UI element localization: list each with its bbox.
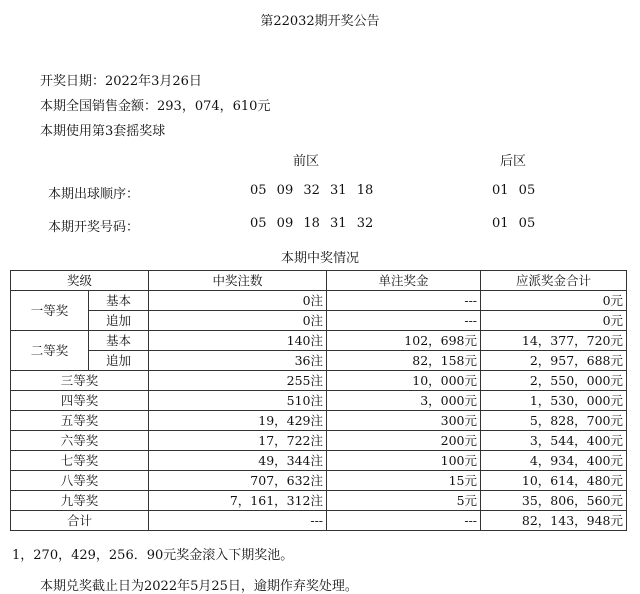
table-row <box>11 351 627 371</box>
draw-order-back: 01 05 <box>492 183 536 198</box>
winner-count: 255注 <box>149 371 327 391</box>
rollover-note: 1，270，429，256．90元奖金滚入下期奖池。 <box>12 548 294 563</box>
total-prize: 3，544，400元 <box>481 431 627 451</box>
single-prize: 102，698元 <box>327 331 481 351</box>
winner-count: 19，429注 <box>149 411 327 431</box>
prize-table <box>10 270 627 531</box>
table-row <box>11 291 627 311</box>
total-prize: 1，530，000元 <box>481 391 627 411</box>
table-row <box>11 411 627 431</box>
prize-sublevel: 追加 <box>89 351 149 371</box>
winner-count: 49，344注 <box>149 451 327 471</box>
total-prize: 0元 <box>481 291 627 311</box>
table-title: 本期中奖情况 <box>280 251 359 266</box>
single-prize: 15元 <box>327 471 481 491</box>
winner-count: 0注 <box>149 291 327 311</box>
total-prize: 2，957，688元 <box>481 351 627 371</box>
winning-numbers-label: 本期开奖号码： <box>48 220 140 235</box>
prize-level: 四等奖 <box>11 391 149 411</box>
table-row <box>11 491 627 511</box>
prize-level: 一等奖 <box>11 291 89 331</box>
single-prize: --- <box>327 311 481 331</box>
prize-level: 九等奖 <box>11 491 149 511</box>
table-header-row <box>11 271 627 291</box>
total-prize: 0元 <box>481 311 627 331</box>
winner-count: 36注 <box>149 351 327 371</box>
single-prize: 5元 <box>327 491 481 511</box>
winning-numbers-back: 01 05 <box>492 216 536 231</box>
sum-single: --- <box>327 511 481 531</box>
back-zone-heading: 后区 <box>500 154 527 169</box>
single-prize: 10，000元 <box>327 371 481 391</box>
sum-total: 82，143，948元 <box>481 511 627 531</box>
winner-count: 17，722注 <box>149 431 327 451</box>
prize-level: 七等奖 <box>11 451 149 471</box>
prize-level: 二等奖 <box>11 331 89 371</box>
prize-level: 八等奖 <box>11 471 149 491</box>
single-prize: 300元 <box>327 411 481 431</box>
prize-level: 五等奖 <box>11 411 149 431</box>
header-level: 奖级 <box>11 271 149 291</box>
prize-sublevel: 追加 <box>89 311 149 331</box>
table-row <box>11 451 627 471</box>
front-zone-heading: 前区 <box>293 154 320 169</box>
single-prize: 100元 <box>327 451 481 471</box>
single-prize: --- <box>327 291 481 311</box>
prize-level: 六等奖 <box>11 431 149 451</box>
total-prize: 14，377，720元 <box>481 331 627 351</box>
total-prize: 2，550，000元 <box>481 371 627 391</box>
total-prize: 35，806，560元 <box>481 491 627 511</box>
total-prize: 5，828，700元 <box>481 411 627 431</box>
sum-label: 合计 <box>11 511 149 531</box>
winner-count: 7，161，312注 <box>149 491 327 511</box>
prize-sublevel: 基本 <box>89 291 149 311</box>
draw-date: 开奖日期：2022年3月26日 <box>40 74 202 89</box>
draw-order-front: 05 09 32 31 18 <box>250 183 374 198</box>
table-row <box>11 331 627 351</box>
header-count: 中奖注数 <box>149 271 327 291</box>
single-prize: 82，158元 <box>327 351 481 371</box>
winner-count: 0注 <box>149 311 327 331</box>
table-row <box>11 431 627 451</box>
single-prize: 3，000元 <box>327 391 481 411</box>
table-row <box>11 311 627 331</box>
prize-level: 三等奖 <box>11 371 149 391</box>
single-prize: 200元 <box>327 431 481 451</box>
table-row <box>11 391 627 411</box>
total-prize: 4，934，400元 <box>481 451 627 471</box>
claim-deadline: 本期兑奖截止日为2022年5月25日，逾期作弃奖处理。 <box>40 579 358 594</box>
header-total: 应派奖金合计 <box>481 271 627 291</box>
draw-order-label: 本期出球顺序： <box>48 187 140 202</box>
winning-numbers-front: 05 09 18 31 32 <box>250 216 374 231</box>
table-row <box>11 371 627 391</box>
winner-count: 707，632注 <box>149 471 327 491</box>
sales-amount: 本期全国销售金额：293，074，610元 <box>40 99 271 114</box>
ball-set: 本期使用第3套摇奖球 <box>40 124 166 139</box>
table-total-row <box>11 511 627 531</box>
page-title: 第22032期开奖公告 <box>260 14 380 29</box>
winner-count: 140注 <box>149 331 327 351</box>
sum-count: --- <box>149 511 327 531</box>
table-row <box>11 471 627 491</box>
total-prize: 10，614，480元 <box>481 471 627 491</box>
header-single: 单注奖金 <box>327 271 481 291</box>
prize-sublevel: 基本 <box>89 331 149 351</box>
winner-count: 510注 <box>149 391 327 411</box>
